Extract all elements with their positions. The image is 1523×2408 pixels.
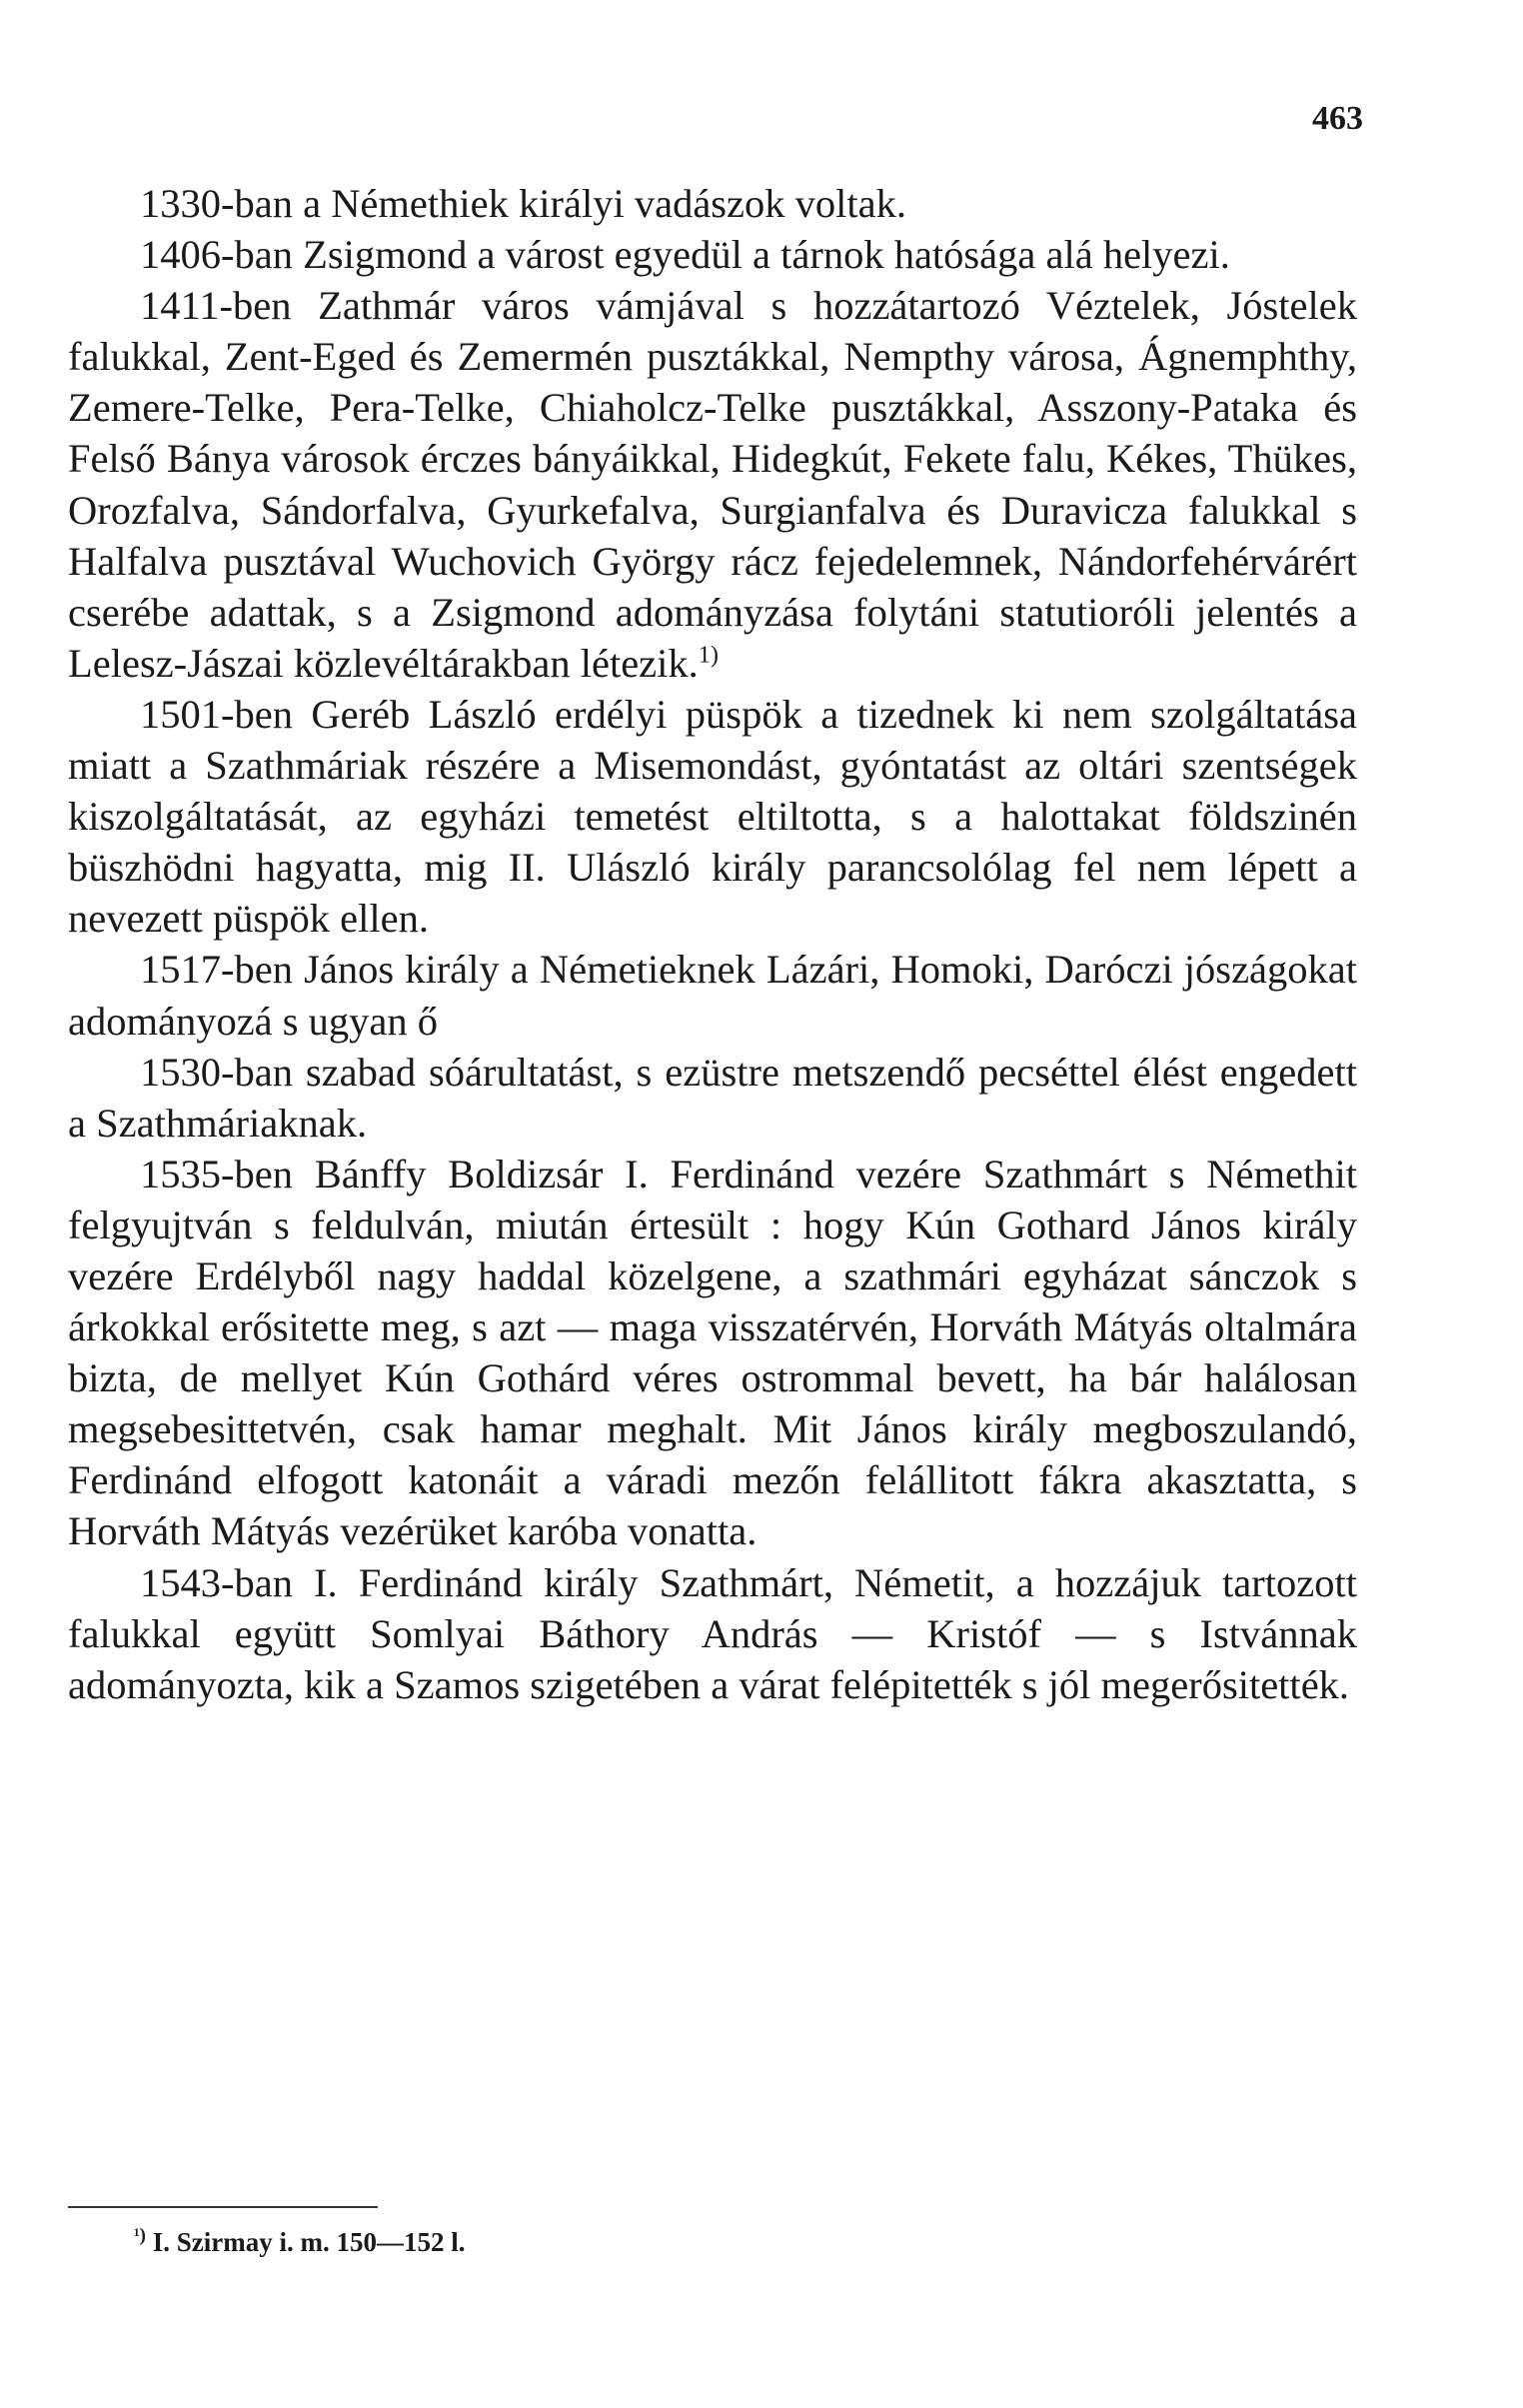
footnote-mark: ¹) [134,2225,146,2246]
paragraph-1530: 1530-ban szabad sóárultatást, s ezüstre metszendő pecséttel élést engedett a Szathmáriaknak. [68,1049,1357,1146]
paragraph-1535: 1535-ben Bánffy Boldizsár I. Ferdinánd vezére Szathmárt s Némethit felgyujtván s feldulván, miután értesült : hogy Kún Gothard János király vezére Erdélyből nagy haddal közelgene, a szathmári egyházat sánczok s árkokkal erősitette meg, s azt — maga visszatérvén, Horváth Mátyás oltalmára bizta, de mellyet Kún Gothárd véres ostrommal bevett, ha bár halálosan megsebesittetvén, csak hamar meghalt. Mit János király megboszulandó, Ferdinánd elfogott katonáit a váradi mezőn felállitott fákra akasztatta, s Horváth Mátyás vezérüket karóba vonatta. [68,1151,1357,1554]
paragraph-1330: 1330-ban a Némethiek királyi vadászok voltak. [140,181,907,226]
paragraph-1517: 1517-ben János király a Németieknek Lázári, Homoki, Daróczi jószágokat adományozá s ugyan ő [68,947,1357,1044]
paragraph-1406: 1406-ban Zsigmond a várost egyedül a tárnok hatósága alá helyezi. [140,232,1230,278]
main-text [68,178,1357,1710]
footnote-divider [68,2206,378,2208]
paragraph-1501: 1501-ben Geréb László erdélyi püspök a tizednek ki nem szolgáltatása miatt a Szathmáriak részére a Misemondást, gyóntatást az oltári szentségek kiszolgáltatását, az egyházi temetést eltiltotta, s a halottakat földszinén büszhödni hagyatta, mig II. Ulászló király parancsolólag fel nem lépett a nevezett püspök ellen. [68,691,1357,942]
paragraph-1543: 1543-ban I. Ferdinánd király Szathmárt, Németit, a hozzájuk tartozott falukkal együtt Somlyai Báthory András — Kristóf — s Istvánnak adományozta, kik a Szamos szigetében a várat felépitették s jól megerősitették. [68,1559,1357,1707]
page-number: 463 [1312,100,1363,137]
footnote [134,2227,465,2258]
footnote-text: I. Szirmay i. m. 150—152 l. [152,2227,466,2257]
footnote-reference[interactable]: 1) [698,641,720,669]
paragraph-1411-text: 1411-ben Zathmár város vámjával s hozzátartozó Véztelek, Jóstelek falukkal, Zent-Eged és Zemermén pusztákkal, Nempthy városa, Ágnemphthy, Zemere-Telke, Pera-Telke, Chiaholcz-Telke pusztákkal, Asszony-Pataka és Felső Bánya városok érczes bányáikkal, Hidegkút, Fekete falu, Kékes, Thükes, Orozfalva, Sándorfalva, Gyurkefalva, Surgianfalva és Duravicza falukkal s Halfalva pusztával Wuchovich György rácz fejedelemnek, Nándorfehérvárért cserébe adattak, s a Zsigmond adományzása folytáni statutioróli jelentés a Lelesz-Jászai közlevéltárakban létezik. [68,283,1357,686]
paragraph-1411 [68,280,1357,689]
